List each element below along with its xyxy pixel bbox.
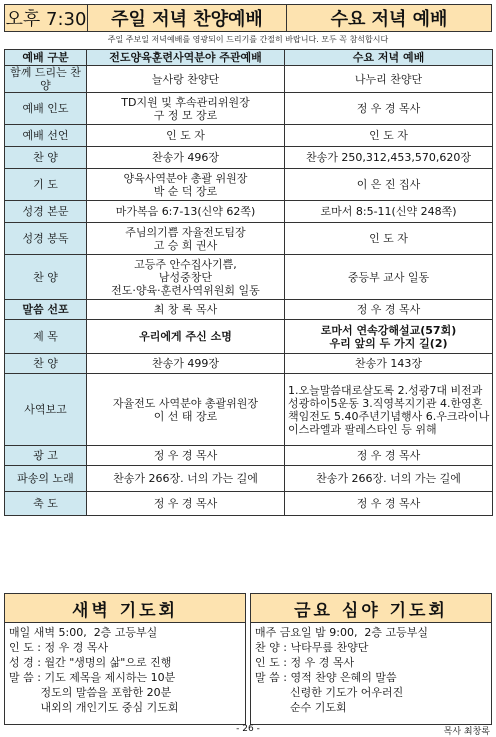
row-label: 예배 인도 (5, 93, 87, 125)
sunday-cell: 정 우 경 목사 (87, 446, 285, 466)
table-row (5, 201, 493, 223)
table-row (5, 354, 493, 374)
wednesday-cell: 정 우 경 목사 (285, 446, 493, 466)
sunday-cell: 양육사역분야 총괄 위원장 박 순 덕 장로 (87, 169, 285, 201)
signature: 목사 최창록 (443, 727, 490, 737)
wednesday-cell: 인 도 자 (285, 223, 493, 255)
wednesday-cell: 찬송가 266장. 너의 가는 길에 (285, 466, 493, 492)
column-header-sunday: 전도양육훈련사역분야 주관예배 (87, 50, 285, 66)
row-label: 축 도 (5, 492, 87, 516)
table-row (5, 466, 493, 492)
wednesday-cell: 중등부 교사 일동 (285, 255, 493, 300)
notice-text: 주일 주보일 저녁예배를 영광되이 드리기를 간절히 바랍니다. 모두 꼭 참석합시다 (107, 35, 389, 44)
wednesday-cell: 인 도 자 (285, 125, 493, 147)
service-time: 오후 7:30 (5, 5, 88, 31)
sunday-cell: TD지원 및 후속관리위원장 구 정 모 장로 (87, 93, 285, 125)
detail-line: 순수 기도회 (255, 701, 347, 714)
column-header-wednesday: 수요 저녁 예배 (285, 50, 493, 66)
page-number: - 26 - (236, 724, 260, 734)
sunday-cell: 고등주 안수집사기쁨, 남성중창단 전도·양육·훈련사역위원회 일동 (87, 255, 285, 300)
detail-line: 인 도 : 정 우 경 목사 (255, 656, 355, 669)
wednesday-cell: 나누리 찬양단 (285, 66, 493, 93)
footer (4, 724, 492, 737)
wednesday-cell: 로마서 연속강해설교(57회) 우리 앞의 두 가지 길(2) (285, 320, 493, 354)
sunday-cell: 늘사랑 찬양단 (87, 66, 285, 93)
table-row (5, 374, 493, 446)
detail-line: 인 도 : 정 우 경 목사 (9, 641, 109, 654)
table-row (5, 93, 493, 125)
friday-prayer-title: 금요 심야 기도회 (251, 594, 491, 623)
detail-line: 찬 양 : 낙타무릎 찬양단 (255, 641, 369, 654)
row-label: 광 고 (5, 446, 87, 466)
row-label: 파송의 노래 (5, 466, 87, 492)
table-row (5, 300, 493, 320)
row-label: 찬 양 (5, 354, 87, 374)
table-row (5, 255, 493, 300)
worship-order-table (4, 49, 493, 516)
row-label: 성경 본문 (5, 201, 87, 223)
detail-line: 매주 금요일 밤 9:00, 2층 고등부실 (255, 626, 429, 639)
friday-prayer-details (251, 623, 491, 717)
service-header (4, 4, 492, 32)
table-row (5, 66, 493, 93)
sunday-cell: 자율전도 사역분야 총괄위원장 이 선 태 장로 (87, 374, 285, 446)
prayer-meetings (4, 593, 492, 725)
table-row (5, 147, 493, 169)
row-label: 제 목 (5, 320, 87, 354)
wednesday-cell: 정 우 경 목사 (285, 93, 493, 125)
wednesday-service-title: 수요 저녁 예배 (287, 5, 491, 31)
wednesday-cell: 로마서 8:5-11(신약 248쪽) (285, 201, 493, 223)
sunday-cell: 찬송가 266장. 너의 가는 길에 (87, 466, 285, 492)
wednesday-cell: 이 은 진 집사 (285, 169, 493, 201)
row-label: 찬 양 (5, 255, 87, 300)
sunday-cell: 최 창 록 목사 (87, 300, 285, 320)
dawn-prayer-title: 새벽 기도회 (5, 594, 245, 623)
sunday-cell: 인 도 자 (87, 125, 285, 147)
sunday-cell: 우리에게 주신 소명 (87, 320, 285, 354)
table-row (5, 446, 493, 466)
wednesday-cell: 찬송가 250,312,453,570,620장 (285, 147, 493, 169)
row-label: 성경 봉독 (5, 223, 87, 255)
detail-line: 말 씀 : 영적 찬양 은혜의 말씀 (255, 671, 397, 684)
table-row (5, 223, 493, 255)
detail-line: 매일 새벽 5:00, 2층 고등부실 (9, 626, 158, 639)
column-header-label: 예배 구분 (5, 50, 87, 66)
table-row (5, 320, 493, 354)
row-label: 찬 양 (5, 147, 87, 169)
row-label: 기 도 (5, 169, 87, 201)
sunday-cell: 정 우 경 목사 (87, 492, 285, 516)
wednesday-cell: 1.오늘말씀대로살도록 2.성광7대 비전과 성광하이5운동 3.직영복지기관 4.한영혼책임전도 5.40주년기념행사 6.우크라이나 이스라엘과 팔레스타인 등 위해 (285, 374, 493, 446)
dawn-prayer-details (5, 623, 245, 717)
detail-line: 내외의 개인기도 중심 기도회 (9, 701, 179, 714)
sunday-service-title: 주일 저녁 찬양예배 (88, 5, 287, 31)
friday-prayer-box (250, 593, 492, 725)
table-row (5, 492, 493, 516)
table-row (5, 169, 493, 201)
row-label: 함께 드리는 찬양 (5, 66, 87, 93)
wednesday-cell: 정 우 경 목사 (285, 492, 493, 516)
row-label: 예배 선언 (5, 125, 87, 147)
detail-line: 신령한 기도가 어우러진 (255, 686, 404, 699)
sunday-cell: 주님의기쁨 자율전도팀장 고 승 희 권사 (87, 223, 285, 255)
sunday-cell: 마가복음 6:7-13(신약 62쪽) (87, 201, 285, 223)
table-row (5, 125, 493, 147)
row-label: 말씀 선포 (5, 300, 87, 320)
detail-line: 정도의 말씀을 포함한 20분 (9, 686, 172, 699)
detail-line: 성 경 : 월간 "생명의 삶"으로 진행 (9, 656, 172, 669)
dawn-prayer-box (4, 593, 246, 725)
row-label: 사역보고 (5, 374, 87, 446)
detail-line: 말 씀 : 기도 제목을 제시하는 10분 (9, 671, 176, 684)
wednesday-cell: 찬송가 143장 (285, 354, 493, 374)
sunday-cell: 찬송가 496장 (87, 147, 285, 169)
wednesday-cell: 정 우 경 목사 (285, 300, 493, 320)
sunday-cell: 찬송가 499장 (87, 354, 285, 374)
